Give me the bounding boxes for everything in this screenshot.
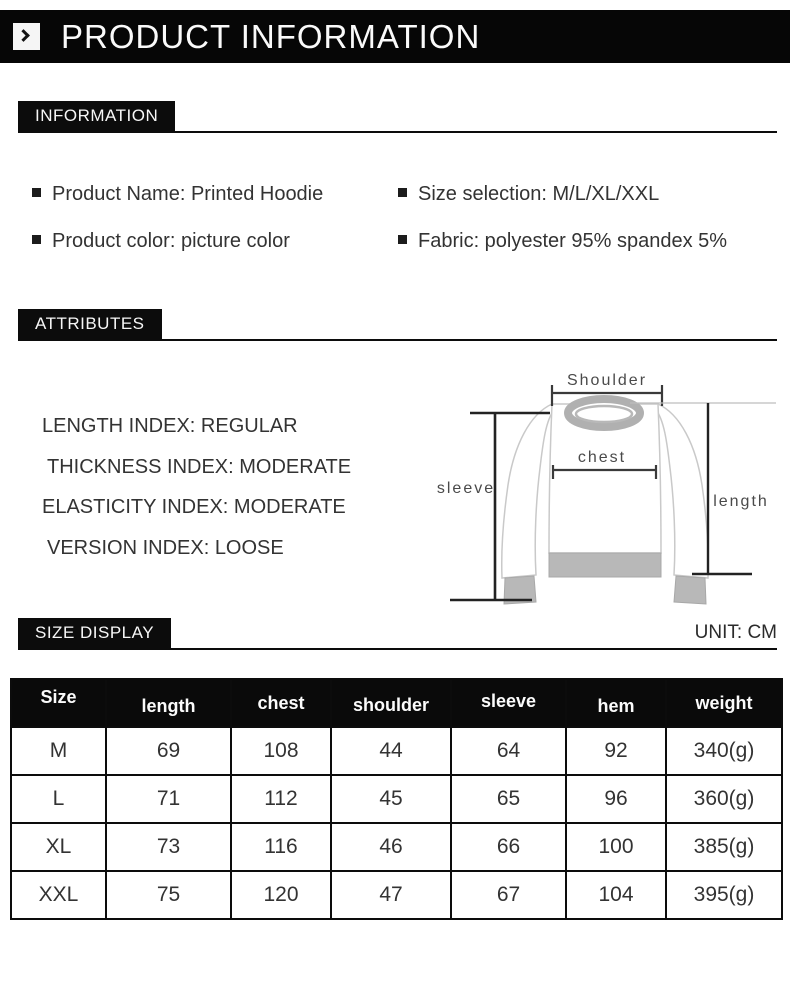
bullet-square-icon xyxy=(398,188,407,197)
table-cell: 46 xyxy=(331,823,451,871)
table-cell: 73 xyxy=(106,823,231,871)
size-display-section-label: SIZE DISPLAY xyxy=(18,618,171,648)
left-sleeve-shape xyxy=(502,404,554,578)
table-cell: 64 xyxy=(451,727,566,775)
table-cell: 44 xyxy=(331,727,451,775)
right-cuff-shape xyxy=(674,576,706,604)
table-row-l xyxy=(11,775,782,823)
attribute-version-index: VERSION INDEX: LOOSE xyxy=(47,536,284,559)
size-table-header-row xyxy=(11,679,782,727)
bullet-square-icon xyxy=(32,188,41,197)
table-cell: 45 xyxy=(331,775,451,823)
table-cell: 340(g) xyxy=(666,727,782,775)
table-cell: 92 xyxy=(566,727,666,775)
info-item-fabric xyxy=(398,230,777,253)
table-row-xl xyxy=(11,823,782,871)
info-item-label: Product Name: Printed Hoodie xyxy=(52,183,324,205)
table-cell: 385(g) xyxy=(666,823,782,871)
info-item-label: Product color: picture color xyxy=(52,230,290,252)
size-table xyxy=(10,678,783,920)
table-cell: 100 xyxy=(566,823,666,871)
section-header-size-display xyxy=(18,618,777,650)
table-cell: 65 xyxy=(451,775,566,823)
col-header-length: length xyxy=(106,679,231,727)
table-cell: XXL xyxy=(11,871,106,919)
table-cell: 66 xyxy=(451,823,566,871)
table-cell: 71 xyxy=(106,775,231,823)
banner-title: PRODUCT INFORMATION xyxy=(61,17,481,55)
table-cell: 360(g) xyxy=(666,775,782,823)
table-cell: 67 xyxy=(451,871,566,919)
info-list xyxy=(32,183,777,253)
col-header-size: Size xyxy=(11,679,106,727)
table-cell: XL xyxy=(11,823,106,871)
sleeve-label: sleeve xyxy=(436,480,496,497)
col-header-hem: hem xyxy=(566,679,666,727)
table-cell: 120 xyxy=(231,871,331,919)
table-row-xxl xyxy=(11,871,782,919)
attribute-elasticity-index: ELASTICITY INDEX: MODERATE xyxy=(42,496,346,518)
section-header-attributes xyxy=(18,309,777,341)
info-item-size-selection xyxy=(398,183,777,206)
col-header-chest: chest xyxy=(231,679,331,727)
unit-label: UNIT: CM xyxy=(694,622,777,643)
chest-label: chest xyxy=(577,449,627,466)
information-section-label: INFORMATION xyxy=(18,101,175,131)
col-header-weight: weight xyxy=(666,679,782,727)
table-cell: 108 xyxy=(231,727,331,775)
table-cell: 69 xyxy=(106,727,231,775)
table-cell: 104 xyxy=(566,871,666,919)
table-cell: 116 xyxy=(231,823,331,871)
table-cell: L xyxy=(11,775,106,823)
col-header-sleeve: sleeve xyxy=(451,679,566,727)
info-item-label: Fabric: polyester 95% spandex 5% xyxy=(418,230,728,252)
length-label: length xyxy=(713,493,769,510)
chevron-right-icon xyxy=(13,23,40,50)
bullet-square-icon xyxy=(32,235,41,244)
attributes-section-label: ATTRIBUTES xyxy=(18,309,162,339)
table-cell: M xyxy=(11,727,106,775)
garment-diagram xyxy=(430,360,780,610)
attribute-length-index: LENGTH INDEX: REGULAR xyxy=(42,415,298,437)
table-row-m xyxy=(11,727,782,775)
info-item-product-color xyxy=(32,230,398,253)
shoulder-label: Shoulder xyxy=(566,372,648,389)
info-item-product-name xyxy=(32,183,398,206)
table-cell: 75 xyxy=(106,871,231,919)
table-cell: 47 xyxy=(331,871,451,919)
right-sleeve-shape xyxy=(656,404,708,578)
table-cell: 395(g) xyxy=(666,871,782,919)
attribute-thickness-index: THICKNESS INDEX: MODERATE xyxy=(47,455,352,478)
table-cell: 96 xyxy=(566,775,666,823)
product-info-banner xyxy=(0,10,790,63)
bullet-square-icon xyxy=(398,235,407,244)
hem-band-shape xyxy=(549,553,661,577)
section-header-information xyxy=(18,101,777,133)
table-cell: 112 xyxy=(231,775,331,823)
info-item-label: Size selection: M/L/XL/XXL xyxy=(418,183,660,205)
col-header-shoulder: shoulder xyxy=(331,679,451,727)
attributes-list xyxy=(42,406,351,568)
